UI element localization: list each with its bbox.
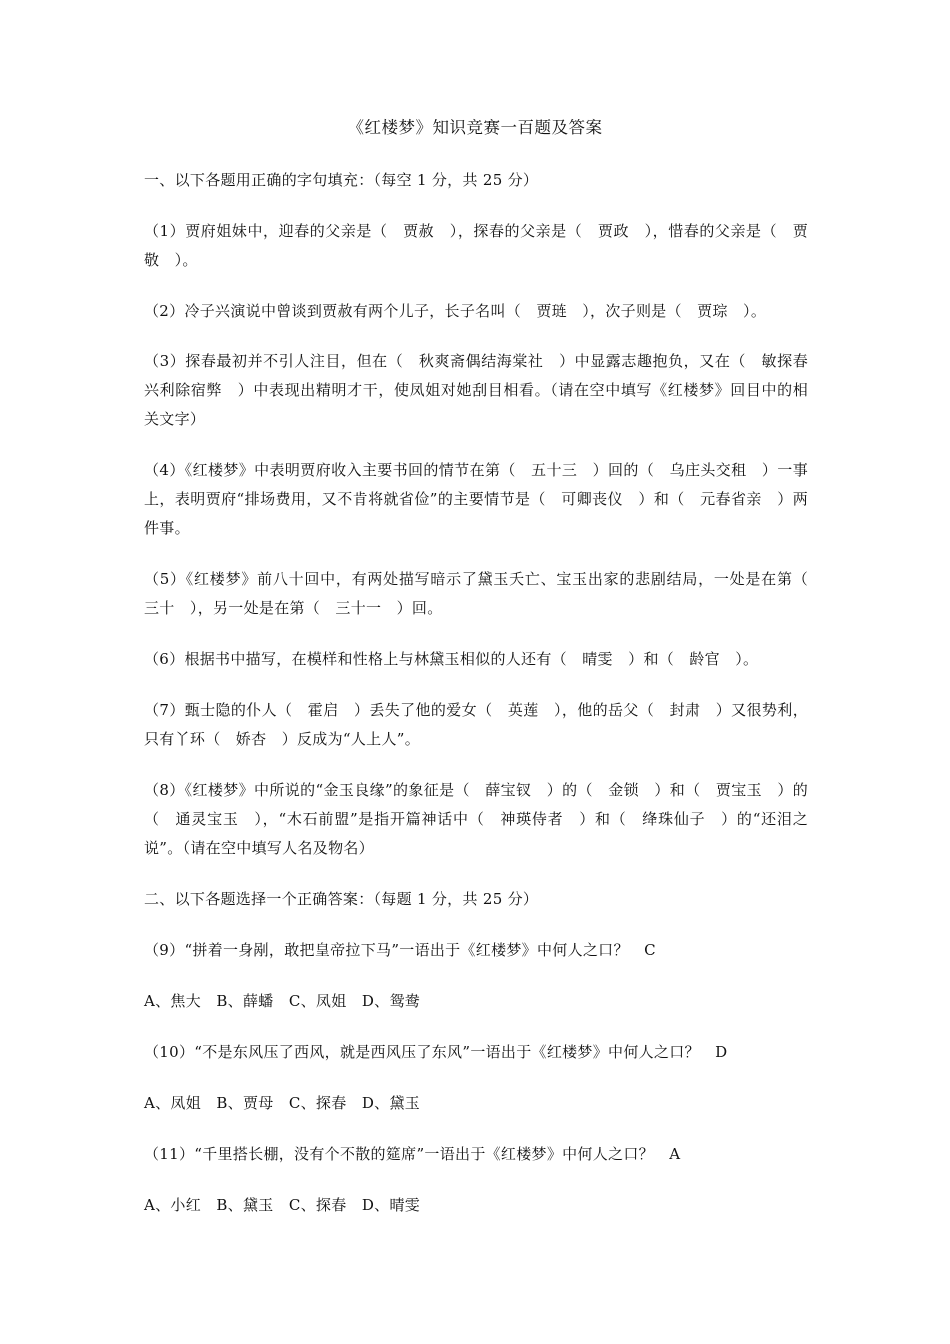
question-9-options: A、焦大 B、薛蟠 C、凤姐 D、鸳鸯 bbox=[144, 992, 421, 1010]
question-7: （7）甄士隐的仆人（ 霍启 ）丢失了他的爱女（ 英莲 ），他的岳父（ 封肃 ）又很势利，只有丫环（ 娇杏 ）反成为“人上人”。 bbox=[144, 701, 808, 748]
section-heading-multiple-choice: 二、以下各题选择一个正确答案：（每题 1 分，共 25 分） bbox=[144, 890, 539, 908]
question-4: （4）《红楼梦》中表明贾府收入主要书回的情节在第（ 五十三 ）回的（ 乌庄头交租 ）一事上，表明贾府“排场费用，又不肯将就省俭”的主要情节是（ 可卿丧仪 ）和（ 元春省亲 ）两件事。 bbox=[144, 461, 808, 537]
question-9: （9）“拼着一身剐，敢把皇帝拉下马”一语出于《红楼梦》中何人之口？ C bbox=[144, 941, 656, 959]
question-10-options: A、凤姐 B、贾母 C、探春 D、黛玉 bbox=[144, 1094, 421, 1112]
question-6: （6）根据书中描写，在模样和性格上与林黛玉相似的人还有（ 晴雯 ）和（ 龄官 ）。 bbox=[144, 650, 759, 668]
question-11: （11）“千里搭长棚，没有个不散的筵席”一语出于《红楼梦》中何人之口？ A bbox=[144, 1145, 681, 1163]
question-11-options: A、小红 B、黛玉 C、探春 D、晴雯 bbox=[144, 1196, 421, 1214]
question-3: （3）探春最初并不引人注目，但在（ 秋爽斋偶结海棠社 ）中显露志趣抱负，又在（ 敏探春兴利除宿弊 ）中表现出精明才干，使凤姐对她刮目相看。（请在空中填写《红楼梦》回目中的相关文字） bbox=[144, 352, 808, 428]
question-10: （10）“不是东风压了西风，就是西风压了东风”一语出于《红楼梦》中何人之口？ D bbox=[144, 1043, 728, 1061]
question-8: （8）《红楼梦》中所说的“金玉良缘”的象征是（ 薛宝钗 ）的（ 金锁 ）和（ 贾宝玉 ）的（ 通灵宝玉 ），“木石前盟”是指开篇神话中（ 神瑛侍者 ）和（ 绛珠仙子 ）的“还泪之说”。（请在空中填写人名及物名） bbox=[144, 781, 808, 857]
document-title: 《红楼梦》知识竞赛一百题及答案 bbox=[347, 118, 603, 137]
question-1: （1）贾府姐妹中，迎春的父亲是（ 贾赦 ），探春的父亲是（ 贾政 ），惜春的父亲是（ 贾敬 ）。 bbox=[144, 222, 808, 269]
section-heading-fill-in: 一、以下各题用正确的字句填充：（每空 1 分，共 25 分） bbox=[144, 171, 539, 189]
question-5: （5）《红楼梦》前八十回中，有两处描写暗示了黛玉夭亡、宝玉出家的悲剧结局，一处是在第（ 三十 ），另一处是在第（ 三十一 ）回。 bbox=[144, 570, 824, 617]
question-2: （2）冷子兴演说中曾谈到贾赦有两个儿子，长子名叫（ 贾琏 ），次子则是（ 贾琮 ）。 bbox=[144, 302, 767, 320]
